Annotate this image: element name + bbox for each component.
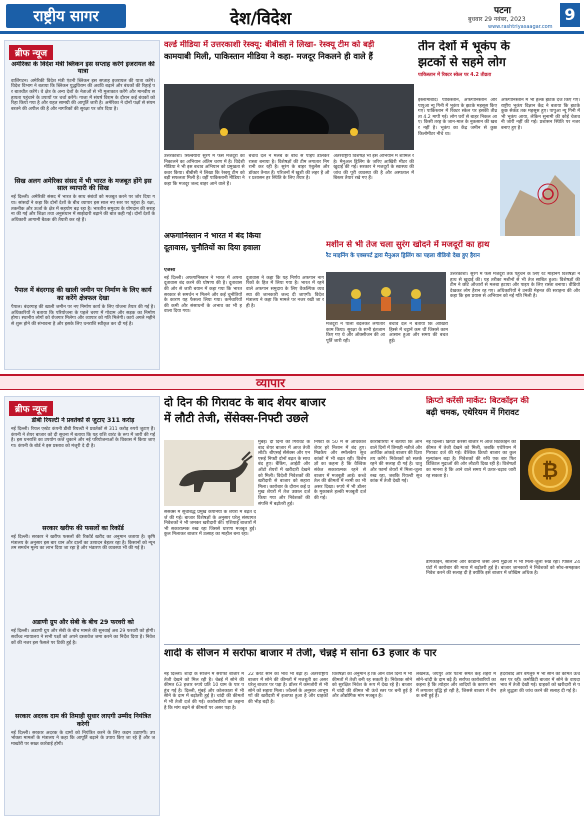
gold-headline [164, 648, 580, 668]
sidebar-bottom-headline-1: डीबी रियल्टी ने प्रवर्तकों से जुटाए 311 करोड़ [31, 417, 135, 424]
bull-statue-photo [164, 440, 254, 506]
afghan-headline-line-2: दूतावास, चुनौतियों का दिया हवाला [164, 242, 261, 252]
sidebar-headline-1: अमेरिका के विदेश मंत्री ब्लिंकन इस सप्ताह करेंगे इजरायल की यात्रा [11, 61, 155, 76]
lead-story-columns [164, 154, 414, 230]
sidebar-headline-2: सिख अलग अमेरिका संसद में भी भारत के मजबूत होंगे इस साल व्यापारी की सिख [14, 176, 152, 193]
afghan-dateline: एजेंसी [164, 268, 176, 273]
svg-text:₿: ₿ [541, 458, 559, 482]
lead-headline [164, 40, 414, 80]
gold-story-col-3: विशेषज्ञों का अनुमान है कि आने वाले दिनों में भी कीमतों में तेजी बनी रह सकती है। निवेशक सोने को सुरक्षित निवेश के रूप में देख रहे हैं। बाजार में चांदी की कीमत भी ऊंचे स्तर पर बनी हुई है और औद्योगिक मांग मजबूत है। [332, 672, 412, 700]
quake-headline-line-2: झटकों से सहमे लोग [418, 54, 506, 69]
afghan-story-col-2: दूतावास ने कहा कि यह निर्णय अफगान नागरिकों के हित में लिया गया है। भारत में रहने वाले अफगान समुदाय के लिए वैकल्पिक व्यवस्था की जानकारी जल्द दी जाएगी। विदेश मंत्रालय ने कहा कि मामले पर नजर रखी जा रही है। [246, 275, 324, 309]
gold-headline-text: शादी के सीजन में सर्राफा बाजार में तेजी, चेन्नई में सोना 63 हजार के पार [164, 648, 437, 659]
gold-story-col-1: नई दिल्ली। शादी के सीजन में सर्राफा बाजार में तेजी देखने को मिल रही है। चेन्नई में सोने की कीमत 63 हजार रुपये प्रति 10 ग्राम के पार पहुंच गई है। दिल्ली, मुंबई और कोलकाता में भी सोने के दाम में बढ़ोतरी हुई है। चांदी की कीमतों में भी तेजी दर्ज की गई। कारोबारियों का कहना है कि मांग बढ़ने से कीमतों पर असर पड़ा है। [164, 672, 244, 711]
tunnel-photo [164, 84, 414, 150]
business-section-band [0, 374, 584, 390]
sidebar-bottom-body-2: नई दिल्ली। सरकार ने खरीफ फसलों की रिकॉर्ड खरीद का अनुमान जताया है। कृषि मंत्रालय के अनुसार इस बार धान और दालों का उत्पादन बेहतर रहा है। किसानों को न्यूनतम समर्थन मूल्य का लाभ दिया जा रहा है और भंडारण की व्यवस्था भी की गई है। [11, 535, 155, 552]
edition-city: पटना [494, 6, 511, 16]
sidebar-bottom-headline-4: सरकार अदरक दाम की तिमाही सुधार लाएगी उम्मीद नियंत्रित करेगी [15, 713, 151, 728]
gold-story-columns [164, 672, 580, 820]
sidebar-bottom-headline-2: सरकार खरीफ की फसलों का रिकॉर्ड [42, 525, 124, 533]
tunnel-story-body-right [450, 272, 580, 368]
lead-story-col-3: अंतरराष्ट्रीय विशेषज्ञ भी इस अभियान में शामिल रहे। मैनुअल ड्रिलिंग के जरिए आखिरी मीटर की खुदाई की गई। सरकार ने मजदूरों के स्वास्थ्य की जांच की पूरी व्यवस्था की है और अस्पताल में बिस्तर तैयार रखे गए हैं। [333, 154, 414, 182]
brief-news-sidebar-bottom [4, 396, 160, 816]
gold-story-col-5: हैदराबाद और बेंगलुरु में भी सोने की कीमत ऊंचे स्तर पर रही। कमोडिटी बाजार में सोने के वायदा भाव में तेजी देखी गई। ग्राहकों को खरीदारी से पहले शुद्धता की जांच करने की सलाह दी गई है। [500, 672, 580, 694]
stock-market-headline [164, 396, 422, 436]
edition-date: बुधवार 29 नवंबर, 2023 [468, 16, 526, 23]
lead-headline-line-2: कामयाबी मिली, पाकिस्तान मीडिया ने कहा- मजदूर निकलने ही वाले हैं [164, 51, 373, 62]
afghan-story-body [164, 268, 324, 368]
crypto-headline [426, 396, 580, 436]
sidebar-bottom-body-4: नई दिल्ली। सरकार अदरक के दामों को नियंत्रित करने के लिए कदम उठाएगी। उपभोक्ता मामलों के मंत्रालय ने कहा कि आपूर्ति बढ़ाने के उपाय किए जा रहे हैं और जमाखोरी पर सख्त कार्रवाई होगी। [11, 730, 155, 747]
brief-news-tag-bottom: ब्रीफ न्यूज [9, 401, 53, 416]
stock-story-col-2: निफ्टी के 50 में से अधिकांश शेयर हरे निशान में बंद हुए। मिडकैप और स्मॉलकैप सूचकांकों में भी बढ़त रही। विशेषज्ञों का कहना है कि वैश्विक संकेत सकारात्मक रहने से बाजार में मजबूती आई। कच्चे तेल की कीमतों में नरमी का भी असर दिखा। रुपये में भी डॉलर के मुकाबले हल्की मजबूती दर्ज की गई। [314, 440, 366, 501]
tunnel-story-headline [326, 240, 580, 270]
gold-story-col-4: लखनऊ, जयपुर और पटना समेत कई शहरों में सोने-चांदी के दाम बढ़े हैं। सर्राफा कारोबारियों का कहना है कि त्योहार और शादियों के कारण मांग में लगातार वृद्धि हो रही है, जिससे बाजार में रौनक बनी हुई है। [416, 672, 496, 700]
stock-story-col-4: सेंसेक्स में सूचीबद्ध प्रमुख कंपनियों के शेयरों में बढ़त दर्ज की गई। बाजार विशेषज्ञों के अनुसार घरेलू संस्थागत निवेशकों ने भी जमकर खरीदारी की। एशियाई बाजारों में भी सकारात्मक रुख रहा जिससे धारणा मजबूत हुई। कुल मिलाकर बाजार में उत्साह का माहौल बना रहा। [164, 510, 256, 538]
crypto-headline-line-2: बढ़ी चमक, एथेरियम में गिरावट [426, 407, 519, 418]
crypto-headline-line-1: क्रिप्टो करेंसी मार्केट: बिटकॉइन की [426, 396, 529, 405]
afghan-story-headline [164, 232, 324, 266]
lead-headline-line-1: वर्ल्ड मीडिया में उत्तरकाशी रेस्क्यू: बीबीसी ने लिखा- रेस्क्यू टीम को बड़ी [164, 40, 375, 49]
brief-news-sidebar-top [4, 40, 160, 370]
quake-story-col-1: इस्लामाबाद। पाकिस्तान, अफगानिस्तान और पापुआ न्यू गिनी में भूकंप के झटके महसूस किए गए। पाकिस्तान में रिक्टर स्केल पर इसकी तीव्रता 4.2 मापी गई। लोग घरों से बाहर निकल आए। किसी तरह के जान-माल के नुकसान की खबर नहीं है। भूकंप का केंद्र जमीन से कुछ किलोमीटर नीचे था। [418, 98, 497, 137]
tunnel-story-col-left-2: बचाव दल ने बताया कि आखिरी हिस्से में चट्टानें कम थीं जिससे काम आसान हुआ और समय की बचत हुई। [389, 322, 448, 344]
gold-story-divider [164, 644, 580, 645]
crypto-story-more [426, 560, 580, 640]
tunnel-story-col-left-1: मजदूरों ने पाली बदलकर लगातार काम किया। सुरक्षा के सभी इंतजाम किए गए थे और ऑक्सीजन की आपूर्ति जारी रही। [326, 322, 385, 344]
crypto-story-col-2: डॉगकॉइन, सोलाना और कार्डानो जैसी अन्य मुद्राओं में भी मिला-जुला रुख रहा। पिछले 24 घंटों में कारोबार की मात्रा में बढ़ोतरी हुई है। बाजार जानकारों ने निवेशकों को सोच-समझकर निवेश करने की सलाह दी है क्योंकि इस बाजार में जोखिम अधिक है। [426, 560, 580, 577]
sidebar-bottom-body-3: नई दिल्ली। अडाणी ग्रुप और सेबी के बीच मामले की सुनवाई अब 29 फरवरी को होगी। सर्वोच्च न्यायालय ने सभी पक्षों को अपने दस्तावेज जमा करने का निर्देश दिया है। निवेशकों की नजर इस फैसले पर टिकी हुई है। [11, 629, 155, 646]
quake-caption: पाकिस्तान में रिक्टर स्केल पर 4.2 तीव्रता [418, 72, 492, 78]
crypto-story-col-1: नई दिल्ली। क्रिप्टो करेंसी बाजार में आज बिटकॉइन की कीमत में तेजी देखने को मिली, जबकि एथेरियम में गिरावट दर्ज की गई। वैश्विक क्रिप्टो बाजार का कुल मूल्यांकन बढ़ा है। निवेशकों की रुचि एक बार फिर डिजिटल मुद्राओं की ओर लौटती दिख रही है। विशेषज्ञों का मानना है कि आने वाले समय में उतार-चढ़ाव जारी रह सकता है। [426, 440, 516, 479]
sidebar-body-1: वाशिंगटन। अमेरिकी विदेश मंत्री एंटनी ब्लिंकन इस सप्ताह इजरायल की यात्रा करेंगे। विदेश विभाग ने बताया कि ब्लिंकन युद्धविराम की अवधि बढ़ाने और बंधकों की रिहाई पर बातचीत करेंगे। वे क्षेत्र के अन्य देशों के नेताओं से भी मुलाकात करेंगे और मानवीय सहायता पहुंचाने के उपायों पर चर्चा करेंगे। गाजा में संघर्ष विराम के दौरान कई बंधकों को रिहा किया गया है और राहत सामग्री की आपूर्ति जारी है। अमेरिका ने दोनों पक्षों से संयम बरतने की अपील की है और नागरिकों की सुरक्षा पर जोर दिया है। [11, 78, 155, 112]
masthead [0, 0, 584, 34]
stock-story-col-1: मुंबई। दो दिनों की गिरावट के बाद शेयर बाजार में आज तेजी लौटी। बीएसई सेंसेक्स और एनएसई निफ्टी दोनों बढ़त के साथ बंद हुए। बैंकिंग, आईटी और ऑटो शेयरों में खरीदारी देखने को मिली। विदेशी निवेशकों की खरीदारी से बाजार को सहारा मिला। कारोबार के दौरान कई प्रमुख शेयरों में तेज उछाल दर्ज किया गया और निवेशकों की संपत्ति में बढ़ोतरी हुई। [258, 440, 310, 507]
gold-story-col-2: 22 कैरेट सोने का भाव भी बढ़ा है। अंतरराष्ट्रीय बाजार में सोने की कीमतों में मजबूती का असर घरेलू बाजार पर पड़ा है। डॉलर में कमजोरी से भी सोने को सहारा मिला। ज्वैलर्स के अनुसार आभूषणों की खरीदारी में इजाफा हुआ है और ग्राहकों की भीड़ बढ़ी है। [248, 672, 328, 705]
quake-headline-line-1: तीन देशों में भूकंप के [418, 40, 510, 53]
sidebar-bottom-body-1: नई दिल्ली। रियल एस्टेट कंपनी डीबी रियल्टी ने प्रवर्तकों से 311 करोड़ रुपये जुटाए हैं। कंपनी ने शेयर बाजार को दी सूचना में बताया कि यह राशि वारंट के रूप में जारी की गई है। इस धनराशि का उपयोग कर्ज चुकाने और नई परियोजनाओं के विकास में किया जाएगा। कंपनी के बोर्ड ने इस प्रस्ताव को मंजूरी दे दी है। [11, 427, 155, 449]
brand-logo: राष्ट्रीय सागर [6, 4, 126, 28]
lead-story-col-1: उत्तरकाशी। सिल्क्यारा सुरंग में फंसे मजदूरों को निकालने का अभियान अंतिम चरण में है। विदेशी मीडिया ने भी इस बचाव अभियान को प्रमुखता से कवर किया। बीबीसी ने लिखा कि रेस्क्यू टीम को बड़ी सफलता मिली है। वहीं पाकिस्तानी मीडिया ने कहा कि मजदूर जल्द बाहर आने वाले हैं। [164, 154, 245, 187]
stock-story-columns-b [164, 510, 256, 640]
sidebar-body-2: नई दिल्ली। अमेरिकी संसद में भारत के साथ संबंधों को मजबूत करने पर जोर दिया गया। सांसदों ने कहा कि दोनों देशों के बीच व्यापार इस साल नए स्तर पर पहुंचा है। रक्षा, तकनीक और ऊर्जा के क्षेत्र में सहयोग बढ़ रहा है। भारतीय समुदाय के योगदान की सराहना की गई और शिक्षा तथा अनुसंधान में साझेदारी बढ़ाने की बात कही गई। दोनों देशों के अधिकारी आगामी बैठक की तैयारी कर रहे हैं। [11, 195, 155, 223]
brief-news-tag: ब्रीफ न्यूज [9, 45, 53, 60]
stock-headline-line-1: दो दिन की गिरावट के बाद शेयर बाजार [164, 396, 326, 409]
tunnel-story-col-right: उत्तरकाशी। सुरंग में फंसे मजदूरों तक पहुंचने के लिए रैट माइनिंग विशेषज्ञों ने हाथ से खुदाई की। यह तरीका मशीनों से भी तेज साबित हुआ। विशेषज्ञों की टीम ने छोटे औजारों से मलबा हटाया और पाइप के लिए रास्ता बनाया। वीडियो देखकर लोग हैरान रह गए। अधिकारियों ने उनकी मेहनत की सराहना की और कहा कि इस प्रयास से अभियान को नई गति मिली है। [450, 272, 580, 300]
page-number: 9 [560, 3, 580, 27]
afghan-story-col-1: नई दिल्ली। अफगानिस्तान ने भारत में अपना दूतावास बंद करने की घोषणा की है। दूतावास की ओर से जारी बयान में कहा गया कि भारत सरकार से समर्थन न मिलने और कई चुनौतियों के कारण यह फैसला लिया गया। कर्मचारियों की कमी और संसाधनों के अभाव का भी हवाला दिया गया। [164, 275, 242, 315]
afghan-headline-line-1: अफगानिस्तान ने भारत में बंद किया [164, 232, 261, 240]
tunnel-headline-text: मशीन से भी तेज चला सुरंग खोदने में मजदूरों का हाथ [326, 240, 490, 249]
bitcoin-photo [520, 440, 580, 500]
section-title: देश/विदेश [230, 9, 292, 29]
website: www.rashtriyasaagar.com [488, 24, 553, 30]
stock-story-columns-a [258, 440, 422, 640]
quake-story-col-2: अफगानिस्तान में भी हल्के झटके दर्ज किए गए। राष्ट्रीय भूकंप विज्ञान केंद्र ने बताया कि झटके कुछ सेकंड तक महसूस हुए। पापुआ न्यू गिनी में भी भूकंप आया, लेकिन सुनामी की कोई चेतावनी जारी नहीं की गई। प्रशासन स्थिति पर नजर बनाए हुए है। [501, 98, 580, 131]
tunnel-subhead-text: रैट माइनिंग के एक्सपर्ट द्वारा मैनुअल ड्रिलिंग का पहला वीडियो देख हुए हैरान [326, 252, 480, 259]
stock-headline-line-2: में लौटी तेजी, सेंसेक्स-निफ्टी उछले [164, 411, 309, 426]
sidebar-headline-3: पैपाल में बंदरगाह की खाली जमीन पर निर्माण के लिए कार्य का करेंगे क्षेत्रफल देखा [14, 286, 152, 302]
sidebar-bottom-headline-3: अडाणी ग्रुप और सेबी के बीच 29 फरवरी को [32, 619, 134, 627]
sidebar-body-3: पैपाल। बंदरगाह की खाली जमीन पर नए निर्माण कार्य के लिए योजना तैयार की गई है। अधिकारियों ने बताया कि परियोजना के पहले चरण में गोदाम और सड़क का निर्माण होगा। स्थानीय लोगों को रोजगार मिलेगा और व्यापार को गति मिलेगी। कार्य अगले महीने से शुरू होने की संभावना है और इसके लिए धनराशि स्वीकृत कर दी गई है। [11, 305, 155, 327]
business-band-label: व्यापार [256, 376, 286, 390]
stock-story-col-3: कारोबारियों ने बताया कि आने वाले दिनों में तिमाही नतीजे और आर्थिक आंकड़े बाजार की दिशा तय करेंगे। निवेशकों को सतर्क रहने की सलाह दी गई है। धातु और फार्मा शेयरों में मिला-जुला रुख रहा, जबकि रियल्टी सूचकांक में तेजी देखी गई। [370, 440, 422, 485]
lead-story-col-2: बचाव दल ने मलबे के बीच से पाइप डालकर रास्ता बनाया है। विशेषज्ञों की टीम लगातार निगरानी कर रही है। सुरंग के बाहर एंबुलेंस और डॉक्टर तैनात हैं। परिजनों में खुशी की लहर है और प्रशासन हर स्थिति के लिए तैयार है। [248, 154, 330, 182]
rescue-workers-photo [326, 272, 446, 320]
tunnel-story-body-left [326, 322, 448, 368]
quake-headline [418, 40, 580, 96]
quake-map-photo [500, 160, 580, 236]
